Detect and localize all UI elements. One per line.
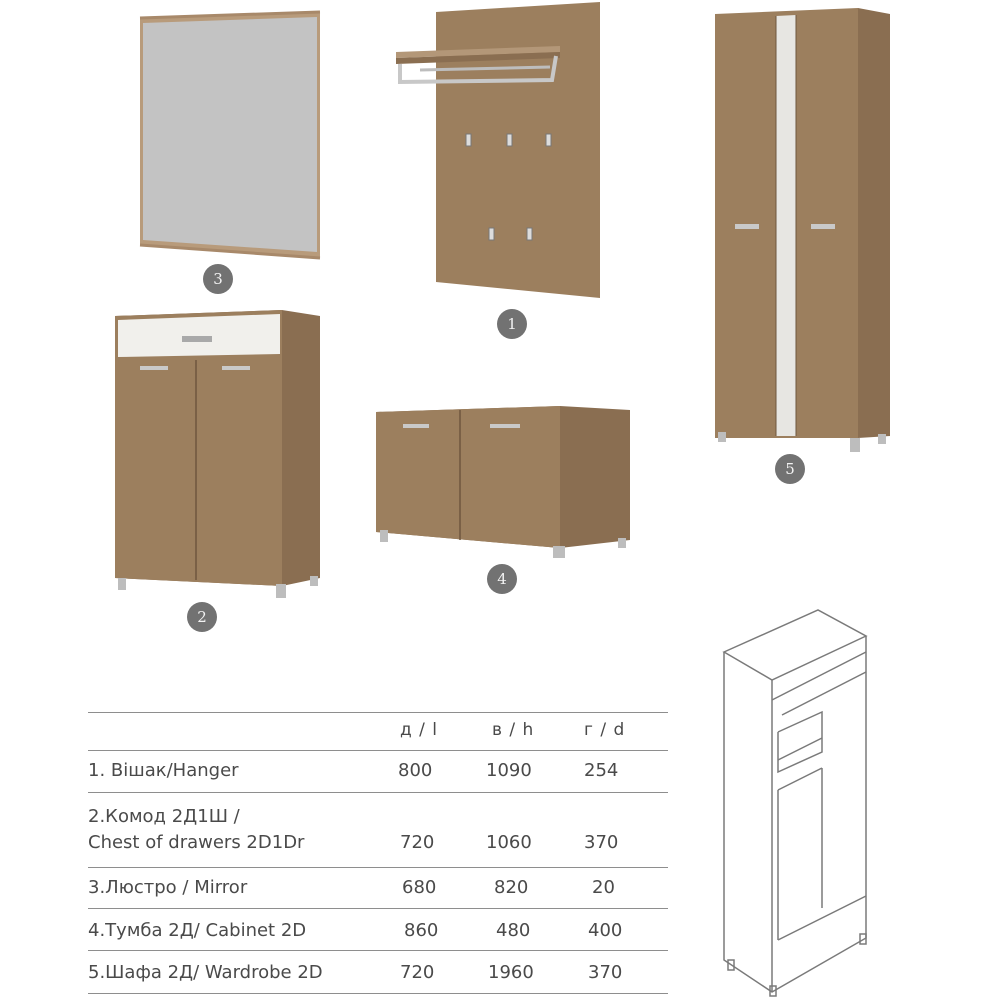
row-name-line2: Chest of drawers 2D1Dr [88,832,305,853]
row-name: 2.Комод 2Д1Ш / [88,806,240,827]
chest-illustration [115,310,320,598]
row-depth: 400 [588,920,623,941]
wardrobe-illustration [715,8,890,452]
header-length: д / l [400,720,439,740]
row-height: 1960 [488,962,534,983]
row-height: 1090 [486,760,532,781]
header-depth: г / d [584,720,626,740]
row-name: 1. Вішак/Hanger [88,760,239,781]
item-badge-5: 5 [775,454,805,484]
mirror-illustration [140,12,320,258]
table-rule [88,750,668,751]
header-height: в / h [492,720,535,740]
row-depth: 20 [592,877,615,898]
row-name: 3.Люстро / Mirror [88,877,248,898]
row-height: 480 [496,920,531,941]
item-badge-2: 2 [187,602,217,632]
row-name: 4.Тумба 2Д/ Cabinet 2D [88,920,307,941]
row-length: 720 [400,832,435,853]
table-rule [88,993,668,994]
table-rule [88,867,668,868]
row-height: 1060 [486,832,532,853]
row-name: 5.Шафа 2Д/ Wardrobe 2D [88,962,323,983]
table-rule [88,908,668,909]
row-depth: 370 [588,962,623,983]
item-badge-4: 4 [487,564,517,594]
table-rule [88,712,668,713]
row-depth: 254 [584,760,619,781]
row-length: 800 [398,760,433,781]
row-depth: 370 [584,832,619,853]
row-length: 720 [400,962,435,983]
hanger-illustration [396,2,600,298]
wardrobe-line-drawing [724,610,866,996]
table-rule [88,792,668,793]
item-badge-1: 1 [497,309,527,339]
cabinet-illustration [376,406,630,558]
item-badge-3: 3 [203,264,233,294]
row-length: 680 [402,877,437,898]
row-height: 820 [494,877,529,898]
table-rule [88,950,668,951]
row-length: 860 [404,920,439,941]
